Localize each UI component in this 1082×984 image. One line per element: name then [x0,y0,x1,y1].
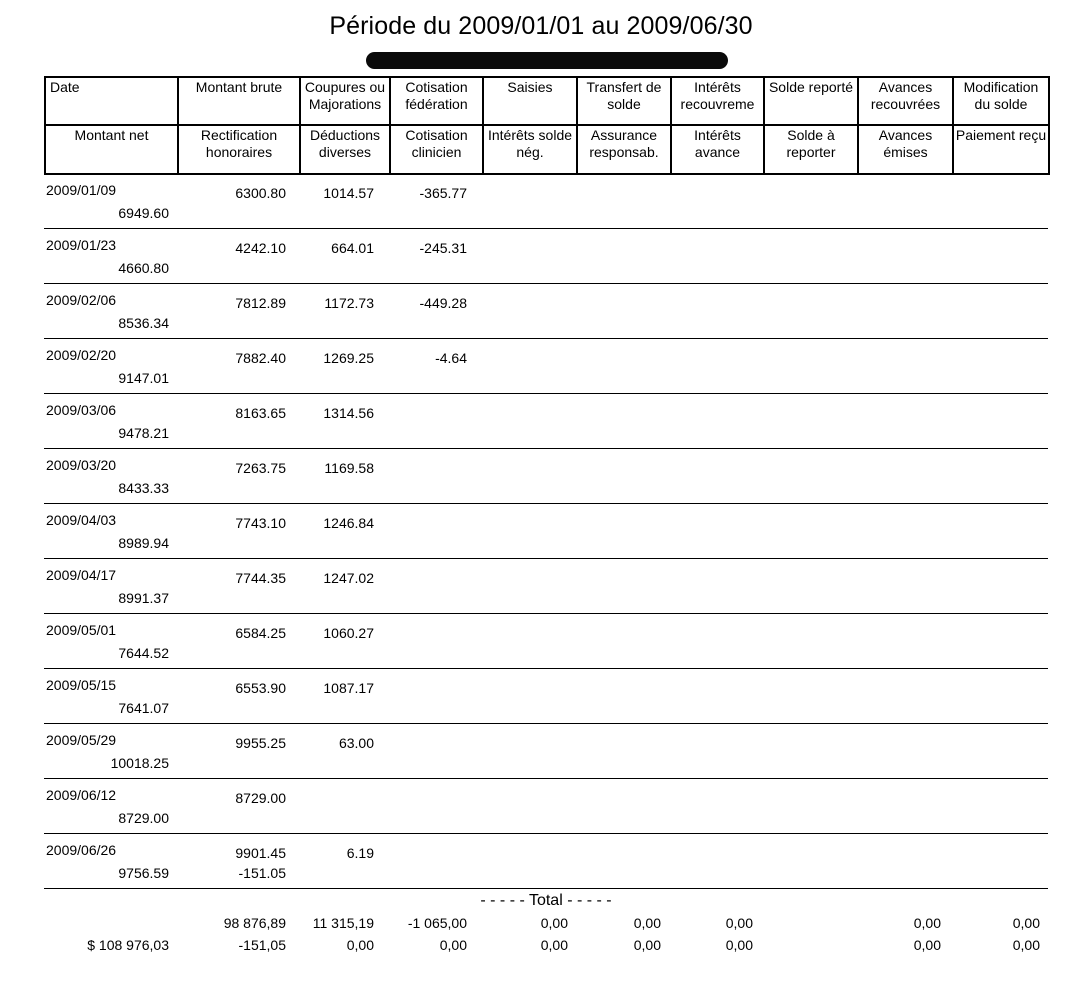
row-date: 2009/04/17 [46,567,117,583]
total-rectification: -151,05 [238,937,286,953]
total-coupures: 11 315,19 [312,915,374,931]
total-avances-emises: 0,00 [913,937,941,953]
total-montant-brute: 98 876,89 [223,915,286,931]
row-montant-net: 9756.59 [118,865,169,881]
table-row [44,283,1048,339]
column-header-table [44,76,1050,175]
header-montant-net: Montant net [45,125,178,174]
table-row [44,778,1048,834]
header-solde-reporte: Solde reporté [764,77,858,125]
row-coupures: 1172.73 [324,295,374,311]
header-montant-brute: Montant brute [178,77,300,125]
row-date: 2009/01/09 [46,182,117,198]
row-coupures: 63.00 [338,735,374,751]
total-montant-net: $ 108 976,03 [87,937,169,953]
header-interets-avance: Intérêts avance [671,125,764,174]
row-date: 2009/06/26 [46,842,117,858]
row-date: 2009/03/20 [46,457,117,473]
header-avances-emises: Avances émises [858,125,953,174]
row-coupures: 1169.58 [324,460,374,476]
table-row [44,613,1048,669]
row-date: 2009/06/12 [46,787,117,803]
row-montant-brute: 7263.75 [235,460,286,476]
row-coupures: 1087.17 [323,680,374,696]
header-coupures: Coupures ou Majorations [300,77,390,125]
row-montant-net: 6949.60 [118,205,169,221]
table-row [44,723,1048,779]
row-cotisation: -245.31 [419,240,467,256]
total-interets-recouvrement: 0,00 [725,915,753,931]
header-cotisation-clinicien: Cotisation clinicien [390,125,483,174]
header-interets-solde-neg: Intérêts solde nég. [483,125,577,174]
row-cotisation: -4.64 [435,350,467,366]
row-montant-brute: 7882.40 [235,350,286,366]
total-avances-recouvrees: 0,00 [913,915,941,931]
table-row [44,173,1048,229]
row-montant-net: 4660.80 [118,260,169,276]
row-montant-brute: 4242.10 [235,240,286,256]
row-date: 2009/01/23 [46,237,117,253]
row-montant-net: 8991.37 [118,590,169,606]
row-montant-net: 8729.00 [118,810,169,826]
row-date: 2009/05/01 [46,622,117,638]
table-row [44,448,1048,504]
header-rectification-honoraires: Rectification honoraires [178,125,300,174]
row-cotisation: -365.77 [419,185,467,201]
row-rectification: -151.05 [238,865,286,881]
row-montant-brute: 6300.80 [235,185,286,201]
table-row [44,338,1048,394]
header-saisies: Saisies [483,77,577,125]
row-date: 2009/03/06 [46,402,117,418]
row-montant-brute: 6553.90 [235,680,286,696]
total-modification-solde: 0,00 [1012,915,1040,931]
header-date: Date [45,77,178,125]
row-date: 2009/04/03 [46,512,117,528]
table-row [44,558,1048,614]
row-montant-net: 7641.07 [118,700,169,716]
row-coupures: 1014.57 [323,185,374,201]
row-montant-net: 7644.52 [118,645,169,661]
table-row [44,503,1048,559]
total-assurance: 0,00 [633,937,661,953]
row-date: 2009/05/15 [46,677,117,693]
row-coupures: 1060.27 [323,625,374,641]
row-montant-brute: 6584.25 [235,625,286,641]
header-solde-a-reporter: Solde à reporter [764,125,858,174]
table-row [44,833,1048,889]
row-montant-net: 8989.94 [118,535,169,551]
row-montant-net: 10018.25 [110,755,169,771]
row-montant-brute: 9955.25 [235,735,286,751]
header-transfert-solde: Transfert de solde [577,77,671,125]
total-deductions: 0,00 [346,937,374,953]
row-montant-net: 8433.33 [118,480,169,496]
row-cotisation: -449.28 [419,295,467,311]
table-row [44,393,1048,449]
table-row [44,228,1048,284]
total-paiement-recu: 0,00 [1012,937,1040,953]
row-coupures: 1314.56 [323,405,374,421]
total-label: - - - - - Total - - - - - [480,892,612,909]
row-date: 2009/02/20 [46,347,117,363]
total-saisies: 0,00 [540,915,568,931]
row-montant-brute: 7812.89 [235,295,286,311]
row-coupures: 1247.02 [323,570,374,586]
row-coupures: 1269.25 [323,350,374,366]
row-montant-net: 9147.01 [118,370,169,386]
total-interets-avance: 0,00 [725,937,753,953]
row-coupures: 1246.84 [323,515,374,531]
total-cotisation-federation: -1 065,00 [407,915,467,931]
row-montant-brute: 7743.10 [235,515,286,531]
row-montant-brute: 8163.65 [235,405,286,421]
header-paiement-recu: Paiement reçu [953,125,1049,174]
header-avances-recouvrees: Avances recouvrées [858,77,953,125]
total-interets-solde-neg: 0,00 [540,937,568,953]
row-date: 2009/05/29 [46,732,117,748]
row-montant-net: 8536.34 [118,315,169,331]
header-interets-recouvrement: Intérêts recouvreme [671,77,764,125]
row-date: 2009/02/06 [46,292,117,308]
page-title: Période du 2009/01/01 au 2009/06/30 [329,12,753,40]
header-deductions-diverses: Déductions diverses [300,125,390,174]
row-montant-brute: 7744.35 [235,570,286,586]
row-montant-brute: 8729.00 [235,790,286,806]
row-montant-brute: 9901.45 [235,845,286,861]
total-cotisation-clinicien: 0,00 [439,937,467,953]
row-coupures: 664.01 [331,240,374,256]
row-coupures: 6.19 [346,845,374,861]
header-assurance-responsab: Assurance responsab. [577,125,671,174]
total-transfert-solde: 0,00 [633,915,661,931]
header-modification-solde: Modification du solde [953,77,1049,125]
header-cotisation-federation: Cotisation fédération [390,77,483,125]
table-row [44,668,1048,724]
redacted-name-bar [366,52,728,69]
row-montant-net: 9478.21 [118,425,169,441]
